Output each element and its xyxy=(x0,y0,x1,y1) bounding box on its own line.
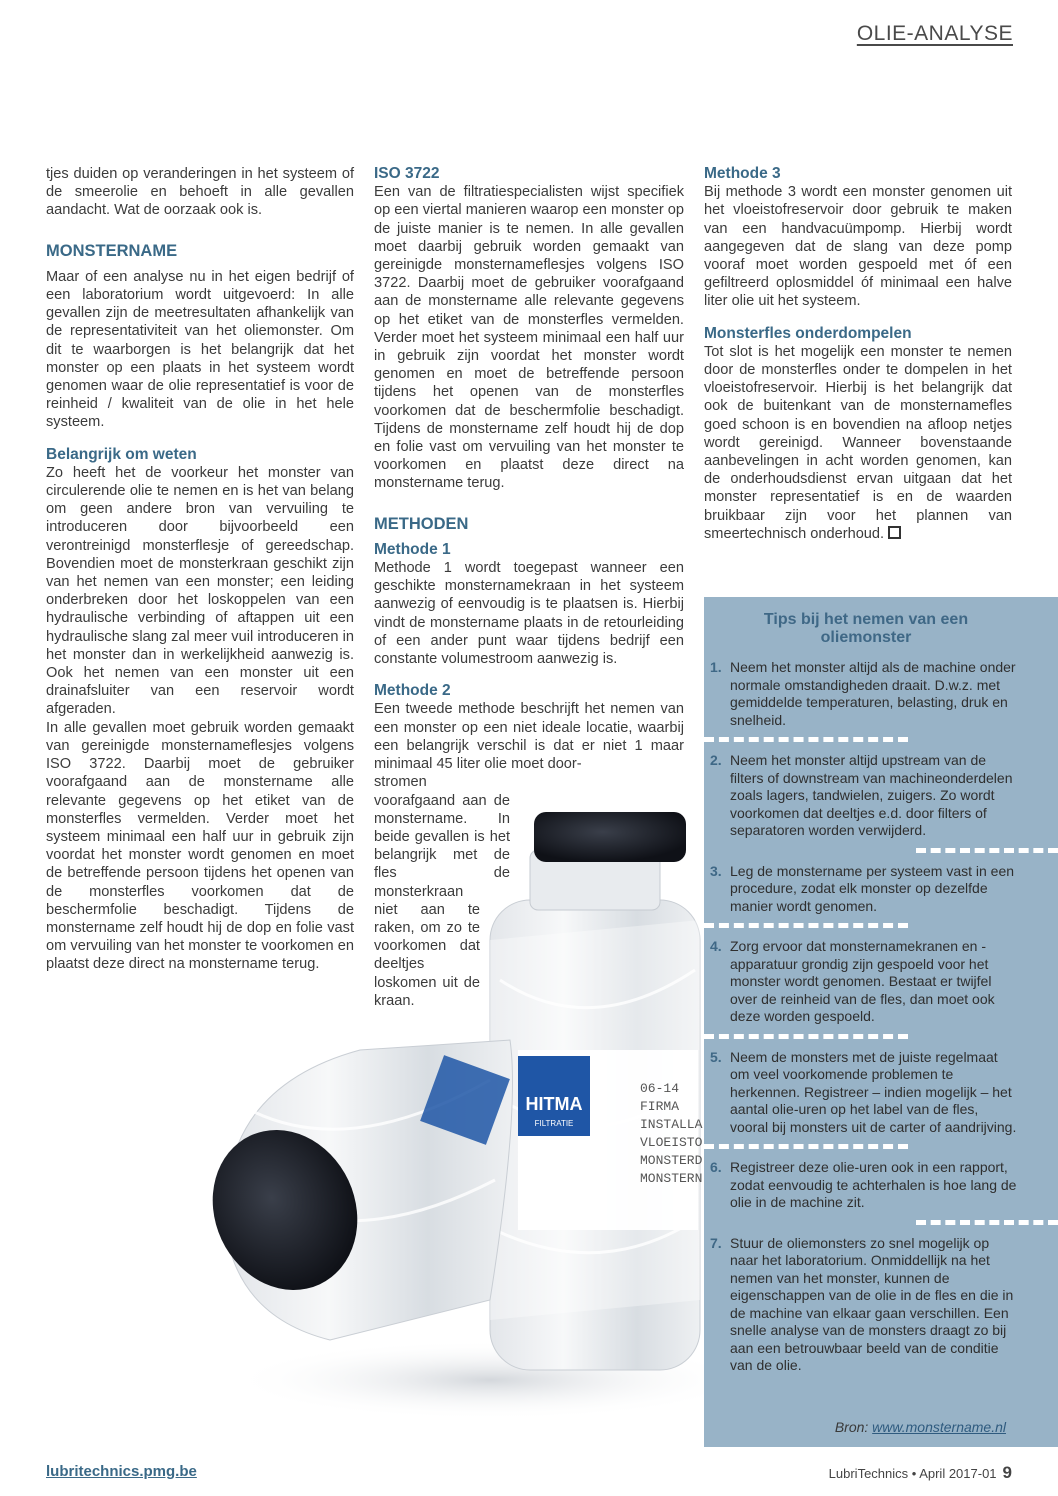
section-tag: OLIE-ANALYSE xyxy=(856,22,1013,45)
tip-text: Neem het monster altijd als de machine onder normale omstandigheden draait. D.w.z. met gemiddelde temperaturen, belasting, druk en snelheid. xyxy=(730,659,1016,728)
paragraph-wrap: niet aan te raken, om zo te voorkomen dat deeltjes loskomen uit de kraan. xyxy=(374,901,480,1009)
tip-number: 7. xyxy=(710,1234,722,1251)
label-line: 06-14 xyxy=(640,1081,680,1096)
tip-item xyxy=(704,1049,1058,1137)
paragraph: Een tweede methode beschrijft het nemen van een monster op een niet ideale locatie, waarbij een belangrijk verschil is dat er niet 1 maar minimaal 45 liter olie moet door- xyxy=(374,701,684,773)
heading-methode-3: Methode 3 xyxy=(704,165,781,182)
tips-list xyxy=(704,659,1058,1375)
brand-logo: HITMA xyxy=(525,1094,583,1114)
lying-bottle xyxy=(190,1040,513,1340)
divider xyxy=(704,1144,908,1149)
tip-text: Neem de monsters met de juiste regelmaat om veel voorkomende problemen te herkennen. Registreer – indien mogelijk – het aantal olie-uren op het label van de fles, vooral bij monsters uit de carter of aandrijving. xyxy=(730,1048,1017,1135)
tip-text: Registreer deze olie-uren ook in een rapport, zodat eenvoudig te achterhalen is hoe lang de olie in de machine zit. xyxy=(730,1159,1017,1210)
sample-bottles-photo xyxy=(190,780,710,1430)
tip-item xyxy=(704,938,1058,1026)
heading-methode-2: Methode 2 xyxy=(374,682,451,700)
label-line: FIRMA xyxy=(640,1099,680,1114)
tips-title: Tips bij het nemen van een oliemonster xyxy=(763,611,969,646)
tip-number: 4. xyxy=(710,938,722,954)
tip-item xyxy=(704,1159,1058,1212)
source-label: Bron: xyxy=(834,1419,869,1435)
tip-number: 3. xyxy=(710,862,722,879)
column-3 xyxy=(704,165,1012,543)
tip-text: Leg de monstername per systeem vast in een procedure, zodat elk monster op dezelfde manier wordt genomen. xyxy=(730,862,1015,914)
divider xyxy=(916,1220,1058,1225)
end-mark-icon xyxy=(888,526,901,539)
paragraph xyxy=(704,343,1012,543)
tip-item xyxy=(704,752,1058,840)
divider xyxy=(704,923,908,928)
paragraph-wrap: stromen voorafgaand aan de monstername. In beide gevallen is het belangrijk met de fles de monsterkraan xyxy=(374,774,510,900)
tip-number: 2. xyxy=(710,752,722,768)
paragraph: tjes duiden op veranderingen in het systeem of de smeerolie en behoeft in alle gevallen aandacht. Wat de oorzaak ook is. xyxy=(46,166,354,219)
heading-onderdompelen: Monsterfles onderdompelen xyxy=(704,324,912,342)
paragraph: Bij methode 3 wordt een monster genomen uit het vloeistofreservoir door gebruik te maken van een handvacuümpomp. Hierbij wordt aangegeven dat de slang van deze pomp vooraf moet worden gespoeld met óf een gefiltreerd oplosmiddel óf minimaal een halve liter olie uit het systeem. xyxy=(704,184,1012,310)
heading-belangrijk: Belangrijk om weten xyxy=(46,445,197,463)
tip-item xyxy=(704,659,1058,729)
label-line: MONSTERD xyxy=(640,1153,703,1168)
page-number: 9 xyxy=(1002,1463,1012,1482)
paragraph: Zo heeft het de voorkeur het monster van circulerende olie te nemen en is het van belang om geen andere bron van vervuiling te introduceren door bijvoorbeeld een verontreinigd monsterflesje of gereedschap. Bovendien moet de monsterkraan geschikt zijn van het nemen van een monster; een leiding onderbreken door het loskoppelen van een hydraulische verbinding of aftappen uit een hydraulische slang zal meer vuil introduceren in het monster dan in werkelijkheid aanwezig is. Ook het nemen van een monster uit een drainafsluiter van een reservoir wordt afgeraden. xyxy=(46,464,354,718)
heading-methoden: METHODEN xyxy=(374,514,469,533)
divider xyxy=(704,737,908,742)
tip-text: Stuur de oliemonsters zo snel mogelijk op naar het laboratorium. Onmiddellijk na het nemen van het monster, kunnen de eigenschappen van de olie in de fles en die in de machine van elkaar gaan verschillen. Een snelle analyse van de monsters draagt zo bij aan een betrouwbaar beeld van de conditie van de olie. xyxy=(730,1234,1014,1373)
heading-iso: ISO 3722 xyxy=(374,165,440,182)
tips-box xyxy=(704,597,1058,1447)
standing-bottle xyxy=(490,812,703,1370)
footer-issue-text: LubriTechnics • April 2017-01 xyxy=(828,1466,997,1481)
label-line: MONSTERN xyxy=(640,1171,703,1186)
paragraph-text: Tot slot is het mogelijk een monster te nemen door de monsterfles onder te dompelen in het vloeistofreservoir. Hierbij is het belangrijk dat ook de buitenkant van de monsternamefles goed schoon is en bovendien na afloop netjes wordt gereinigd. Wanneer bovenstaande aanbevelingen in acht worden genomen, kan de onderhoudsdienst ervan uitgaan dat het monster representatief is en de waarden bruikbaar zijn voor het plannen van smeertechnisch onderhoud. xyxy=(704,343,1012,542)
footer-issue xyxy=(829,1463,1012,1483)
tip-item xyxy=(704,863,1058,916)
label-line: INSTALLA xyxy=(640,1117,703,1132)
divider xyxy=(704,1034,908,1039)
source-link[interactable]: www.monstername.nl xyxy=(872,1419,1006,1435)
label-line: VLOEISTO xyxy=(640,1135,703,1150)
tip-text: Neem het monster altijd upstream van de filters of downstream van machineonderdelen zoals lagers, tandwielen, zuigers. Zo wordt voorkomen dat deeltjes e.d. door filters of separatoren worden verwijderd. xyxy=(730,752,1013,838)
brand-sub: FILTRATIE xyxy=(534,1119,574,1128)
paragraph: Een van de filtratiespecialisten wijst specifiek op een viertal manieren waarop een monster op de juiste manier is te nemen. In alle gevallen moet daarbij gebruik worden gemaakt van gereinigde monsternameflesjes volgens ISO 3722. Daarbij moet de gebruiker voorafgaand aan de monstername alle relevante gegevens op het etiket van de monsterfles vermelden. Verder moet het systeem minimaal een half uur in gebruik zijn voordat het monster wordt genomen en moet de betreffende persoon tijdens het openen van de monsterfles voorkomen dat de beschermfolie beschadigt. Tijdens de monstername zelf houdt hij de dop en folie vast om vervuiling van het monster te voorkomen en plaatst deze direct na monstername terug. xyxy=(374,184,684,492)
paragraph: Methode 1 wordt toegepast wanneer een geschikte monsternamekraan in het systeem aanwezig of eenvoudig is te plaatsen is. Hierbij vindt de monstername plaats in de retourleiding of een ander punt waar tijdens bedrijf een constante volumestroom aanwezig is. xyxy=(374,560,684,668)
heading-monstername: MONSTERNAME xyxy=(46,241,178,260)
footer-site-link[interactable]: lubritechnics.pmg.be xyxy=(46,1463,197,1480)
paragraph: Maar of een analyse nu in het eigen bedrijf of een laboratorium wordt uitgevoerd: In alle gevallen zijn de meetresultaten afhankelijk van de representativiteit van het oliemonster. Om dit te waarborgen is het belangrijk dat het monster op een plaats in het systeem wordt genomen waar de olie representatief is voor de reinheid / kwaliteit van de olie in het hele systeem. xyxy=(46,268,354,431)
tip-number: 6. xyxy=(710,1159,722,1175)
tip-text: Zorg ervoor dat monsternamekranen en -apparatuur grondig zijn gespoeld voor het monster wordt genomen. Bestaat er twijfel over de reinheid van de fles, dan moet ook deze worden gespoeld. xyxy=(730,938,995,1024)
tips-source xyxy=(835,1419,1006,1435)
tip-item xyxy=(704,1235,1058,1375)
paragraph: In alle gevallen moet gebruik worden gemaakt van gereinigde monsternameflesjes volgens ISO 3722. Daarbij moet de gebruiker voorafgaand aan de monstername alle relevante gegevens op het etiket van de monsterfles vermelden. Verder moet het systeem minimaal een half uur in gebruik zijn voordat het monster wordt genomen en moet de betreffende persoon tijdens het openen van de monsterfles voorkomen dat de beschermfolie beschadigt. Tijdens de monstername zelf houdt hij de dop en folie vast om vervuiling van het monster te voorkomen en plaatst deze direct na monstername terug. xyxy=(46,719,354,973)
divider xyxy=(916,848,1058,853)
tip-number: 1. xyxy=(710,659,722,675)
heading-methode-1: Methode 1 xyxy=(374,540,451,558)
tip-number: 5. xyxy=(710,1048,722,1065)
